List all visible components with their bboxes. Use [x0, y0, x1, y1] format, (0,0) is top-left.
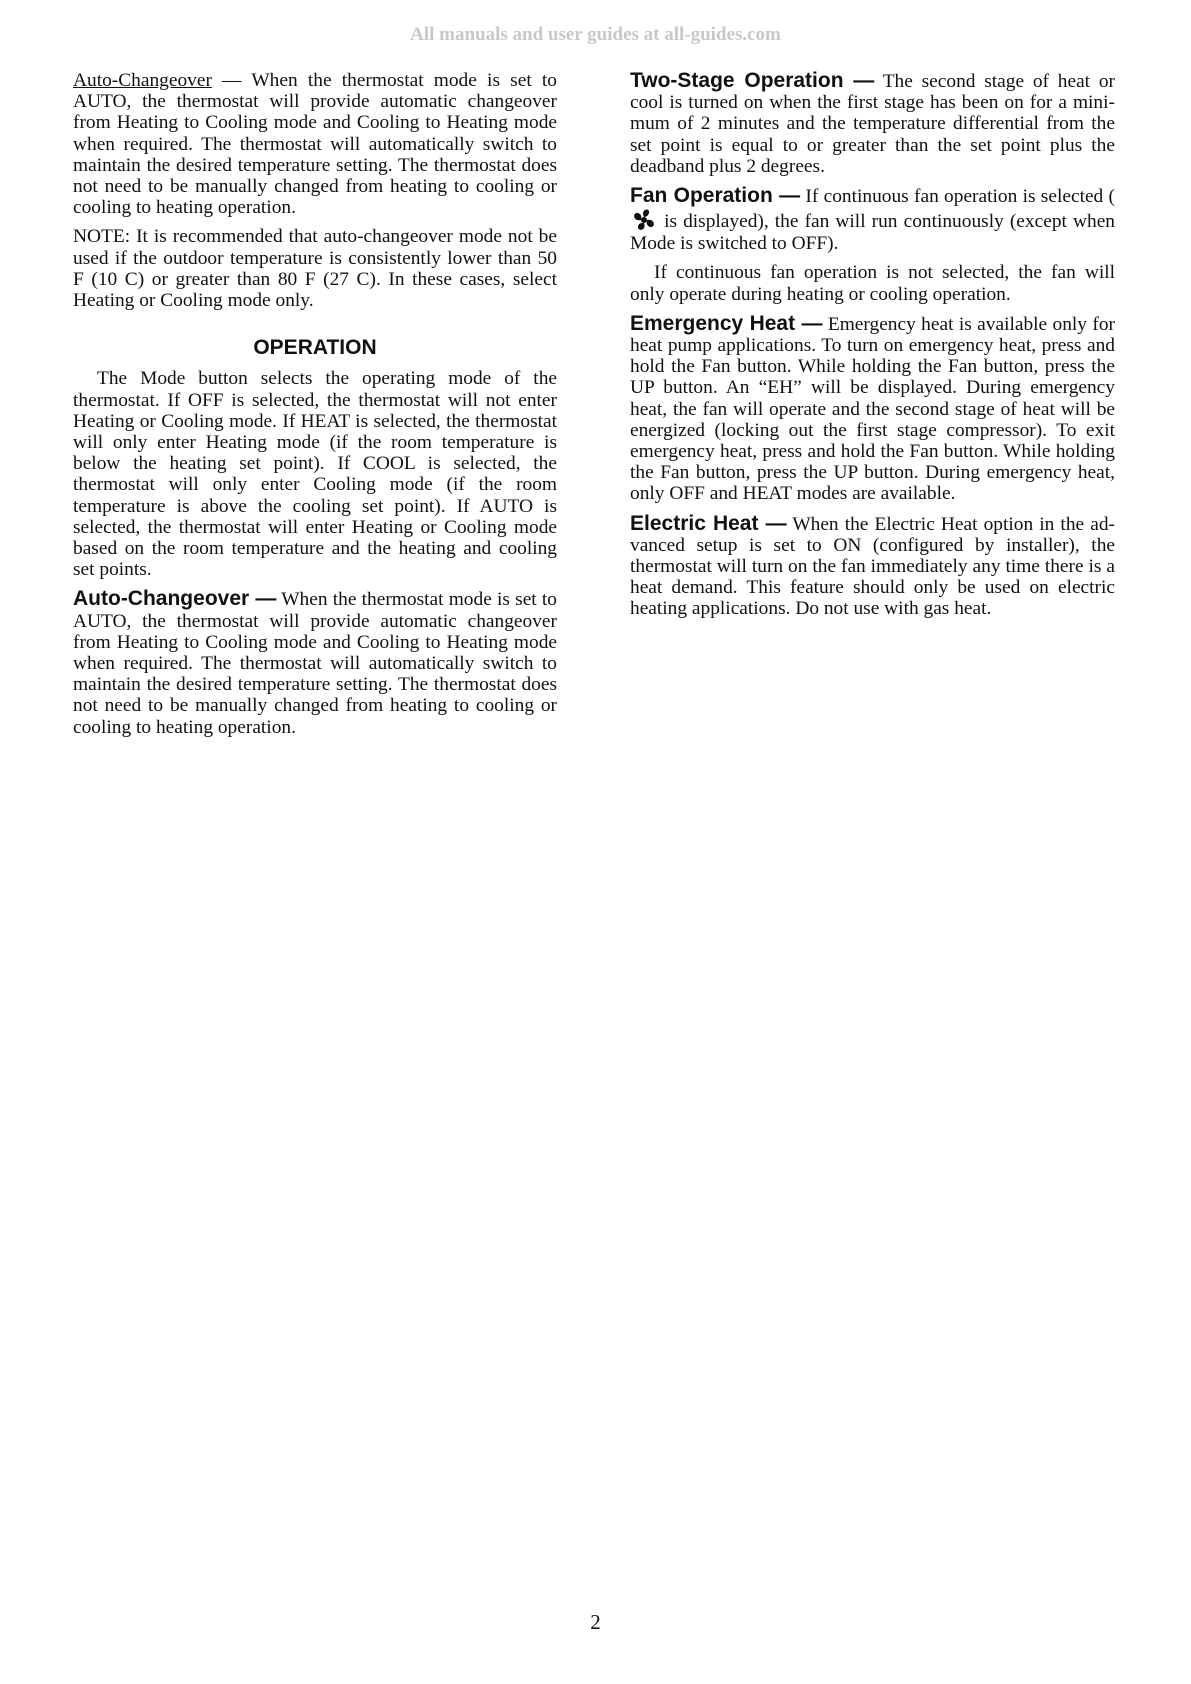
- auto-changeover-text: When the thermostat mode is set to AUTO, the thermostat will provide automatic changeover from Heating to Cooling mode and Cooling to Heating mode when required. The thermostat will automatically switch to maintain the desired temperature setting. The thermostat does not need to be manually changed from heating to cooling or cooling to heating operation.: [73, 589, 557, 738]
- two-stage-heading: Two-Stage Operation —: [630, 69, 875, 92]
- right-column: [630, 70, 1115, 628]
- two-stage-text: The second stage of heat or cool is turned on when the first stage has been on for a minimum of 2 minutes and the temperature differential from the set point is equal to or greater than the set point plus the deadband plus 2 degrees.: [630, 71, 1115, 177]
- fan-operation-text-2: is displayed), the fan will run continuously (except when Mode is switched to OFF).: [630, 211, 1115, 255]
- fan-icon: [630, 207, 658, 233]
- auto-changeover-paragraph: [73, 588, 557, 737]
- emergency-heat-text: Emergency heat is available only for heat pump applications. To turn on emergency heat, press and hold the Fan button. While holding the Fan button, press the UP button. An “EH” will be displayed. During emergency heat, the fan will operate and the second stage of heat will be energized (locking out the first stage compressor). To exit emergency heat, press and hold the Fan button. While holding the Fan button, press the UP button. During emergency heat, only OFF and HEAT modes are available.: [630, 313, 1115, 505]
- fan-operation-text-1: If continuous fan operation is selected (: [800, 186, 1116, 208]
- note-paragraph: NOTE: It is recommended that auto-changeover mode not be used if the outdoor temperature is consistently lower than 50 F (10 C) or greater than 80 F (27 C). In these cases, select Heating or Cooling mode only.: [73, 226, 557, 312]
- fan-operation-heading: Fan Operation —: [630, 184, 801, 208]
- fan-operation-paragraph: [630, 185, 1115, 254]
- operation-paragraph: The Mode button selects the operating mode of the thermostat. If OFF is selected, the thermostat will not enter Heating or Cooling mode. If HEAT is selected, the thermostat will only enter Heating mode (if the room temperature is below the heating set point). If COOL is selected, the thermostat will only enter Cooling mode (if the room temperature is above the cooling set point). If AUTO is selected, the thermostat will enter Heating or Cooling mode based on the room temperature and the heating and cooling set points.: [73, 368, 557, 581]
- operation-heading: OPERATION: [253, 336, 377, 360]
- electric-heat-text: When the Electric Heat option in the advanced setup is set to ON (configured by installer), the thermostat will turn on the fan immediately any time there is a heat demand. This feature should only be used on electric heating applications. Do not use with gas heat.: [630, 513, 1115, 620]
- auto-changeover-intro-text: — When the thermostat mode is set to AUTO, the thermostat will provide automatic changeover from Heating to Cooling mode and Cooling to Heating mode when required. The thermostat will automatically switch to maintain the desired temperature setting. The thermostat does not need to be manually changed from heating to cooling or cooling to heating operation.: [73, 70, 557, 219]
- watermark: All manuals and user guides at all-guides.com: [410, 24, 781, 45]
- auto-changeover-heading: Auto-Changeover —: [73, 587, 277, 611]
- page-number: 2: [590, 1610, 601, 1634]
- two-stage-paragraph: [630, 70, 1115, 177]
- emergency-heat-paragraph: [630, 313, 1115, 505]
- fan-operation-paragraph-2: If continuous fan operation is not selected, the fan will only operate during heating or cooling operation.: [630, 262, 1115, 305]
- auto-changeover-label: Auto-Changeover: [73, 70, 212, 91]
- electric-heat-paragraph: [630, 513, 1115, 620]
- emergency-heat-heading: Emergency Heat —: [630, 311, 823, 335]
- auto-changeover-intro: [73, 70, 557, 218]
- left-column: [73, 70, 557, 746]
- electric-heat-heading: Electric Heat —: [630, 511, 787, 535]
